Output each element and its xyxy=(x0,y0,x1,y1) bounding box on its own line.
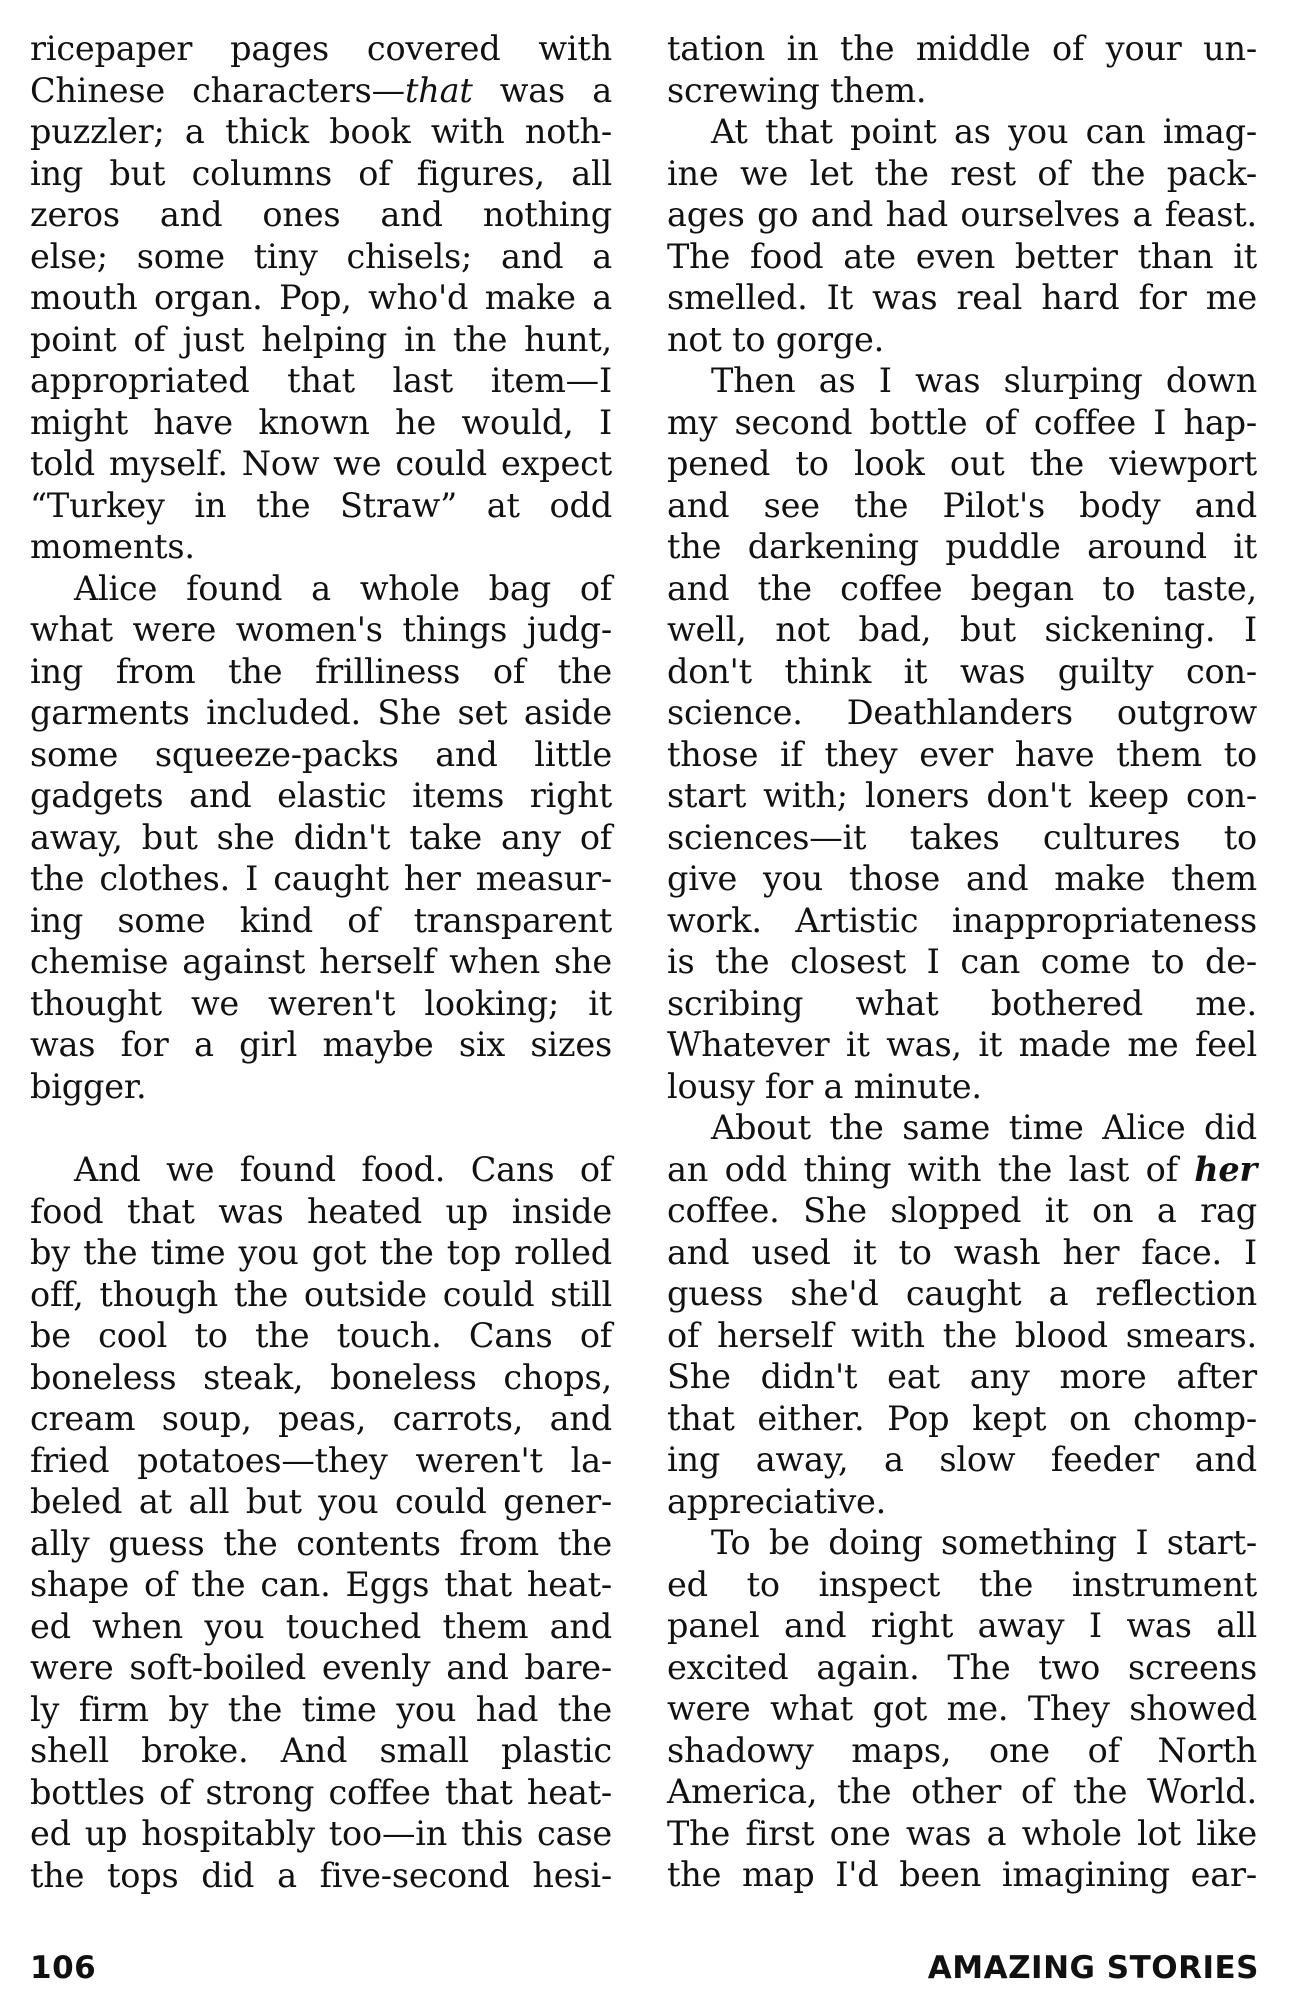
text-line: don't think it was guilty con- xyxy=(667,651,1257,691)
text-line: and see the Pilot's body and xyxy=(667,485,1257,525)
text-line: ing some kind of transparent xyxy=(30,900,612,940)
text-line: that either. Pop kept on chomp- xyxy=(667,1398,1257,1438)
text-line xyxy=(30,70,612,112)
paragraph xyxy=(667,360,1257,1107)
right-column xyxy=(667,28,1257,1896)
text-line: by the time you got the top rolled xyxy=(30,1233,612,1272)
text-line: those if they ever have them to xyxy=(667,734,1257,774)
text-line: coffee. She slopped it on a rag xyxy=(667,1191,1257,1230)
text-line: mouth organ. Pop, who'd make a xyxy=(30,278,612,317)
text-line: and the coffee began to taste, xyxy=(667,568,1257,608)
text-line: shell broke. And small plastic xyxy=(30,1731,612,1770)
text-line: give you those and make them xyxy=(667,859,1257,898)
text-line: and used it to wash her face. I xyxy=(667,1232,1257,1272)
text-line: cream soup, peas, carrots, and xyxy=(30,1399,612,1438)
text-line: About the same time Alice did xyxy=(711,1108,1257,1147)
text-line: puzzler; a thick book with noth- xyxy=(30,112,612,151)
text-span: an odd thing with the last of xyxy=(667,1149,1195,1189)
text-line: At that point as you can imag- xyxy=(711,112,1257,151)
text-line: bigger. xyxy=(30,1066,147,1106)
paragraph xyxy=(30,568,612,1108)
text-line: She didn't eat any more after xyxy=(667,1357,1257,1396)
text-line: the clothes. I caught her measur- xyxy=(30,859,612,898)
text-line: the darkening puddle around it xyxy=(667,527,1257,566)
text-line: excited again. The two screens xyxy=(667,1647,1257,1687)
text-line: The first one was a whole lot like xyxy=(667,1813,1257,1853)
italic-text: her xyxy=(1194,1149,1257,1189)
text-line: screwing them. xyxy=(667,70,927,110)
italic-text: that xyxy=(404,70,473,110)
paragraph xyxy=(30,1149,612,1896)
paragraph xyxy=(667,111,1257,360)
text-line: ed up hospitably too—in this case xyxy=(30,1814,612,1853)
text-line: smelled. It was real hard for me xyxy=(667,278,1257,317)
text-line: guess she'd caught a reflection xyxy=(667,1274,1257,1313)
text-line: moments. xyxy=(30,527,195,566)
text-line: beled at all but you could gener- xyxy=(30,1482,612,1521)
text-line: ing from the frilliness of the xyxy=(30,651,612,691)
text-line: is the closest I can come to de- xyxy=(667,942,1257,981)
text-line: ed to inspect the instrument xyxy=(667,1564,1257,1604)
text-line: my second bottle of coffee I hap- xyxy=(667,402,1257,442)
text-line: bottles of strong coffee that heat- xyxy=(30,1772,612,1812)
text-line: off, though the outside could still xyxy=(30,1274,612,1314)
text-line: were what got me. They showed xyxy=(667,1689,1257,1728)
text-line: science. Deathlanders outgrow xyxy=(667,693,1257,732)
text-line: the tops did a five-second hesi- xyxy=(30,1855,612,1895)
text-line: what were women's things judg- xyxy=(30,610,612,649)
text-line: sciences—it takes cultures to xyxy=(667,817,1257,857)
text-line: Alice found a whole bag of xyxy=(74,568,612,608)
text-line: ly firm by the time you had the xyxy=(30,1689,612,1729)
text-line: shadowy maps, one of North xyxy=(667,1730,1257,1770)
text-line: tation in the middle of your un- xyxy=(667,29,1257,68)
text-line: well, not bad, but sickening. I xyxy=(667,610,1257,649)
text-span: Chinese characters— xyxy=(30,70,405,110)
text-line: away, but she didn't take any of xyxy=(30,817,612,857)
paragraph xyxy=(30,28,612,568)
text-line: gadgets and elastic items right xyxy=(30,776,612,815)
text-line: Whatever it was, it made me feel xyxy=(667,1025,1257,1064)
text-line: appropriated that last item—I xyxy=(30,361,612,400)
text-line: was for a girl maybe six sizes xyxy=(30,1025,612,1064)
text-line: ed when you touched them and xyxy=(30,1606,612,1646)
text-span: was a xyxy=(472,70,612,110)
text-line: And we found food. Cans of xyxy=(74,1150,612,1189)
text-line: pened to look out the viewport xyxy=(667,444,1257,483)
paragraph xyxy=(667,1522,1257,1896)
text-line: panel and right away I was all xyxy=(667,1606,1257,1645)
text-line: ricepaper pages covered with xyxy=(30,29,612,68)
text-line: fried potatoes—they weren't la- xyxy=(30,1440,612,1480)
text-line: The food ate even better than it xyxy=(667,236,1257,276)
text-line: ing but columns of figures, all xyxy=(30,153,612,193)
paragraph xyxy=(667,1107,1257,1522)
text-line: not to gorge. xyxy=(667,319,885,359)
text-line: ally guess the contents from the xyxy=(30,1523,612,1563)
text-line: ages go and had ourselves a feast. xyxy=(667,195,1257,234)
text-line: America, the other of the World. xyxy=(667,1772,1257,1811)
text-line: were soft-boiled evenly and bare- xyxy=(30,1648,612,1687)
magazine-title: AMAZING STORIES xyxy=(927,1950,1259,1986)
text-line: of herself with the blood smears. xyxy=(667,1315,1257,1355)
text-line: lousy for a minute. xyxy=(667,1066,982,1106)
text-line: garments included. She set aside xyxy=(30,693,612,732)
text-line: scribing what bothered me. xyxy=(667,983,1257,1023)
text-line: “Turkey in the Straw” at odd xyxy=(30,485,612,525)
text-line: shape of the can. Eggs that heat- xyxy=(30,1565,612,1604)
text-line: To be doing something I start- xyxy=(711,1523,1257,1562)
text-line: the map I'd been imagining ear- xyxy=(667,1855,1257,1894)
text-line: be cool to the touch. Cans of xyxy=(30,1316,612,1355)
text-line: appreciative. xyxy=(667,1481,887,1521)
text-line: ing away, a slow feeder and xyxy=(667,1440,1257,1479)
text-line: chemise against herself when she xyxy=(30,942,612,981)
text-line: Then as I was slurping down xyxy=(711,361,1257,400)
text-line xyxy=(667,1149,1257,1191)
text-line: food that was heated up inside xyxy=(30,1191,612,1231)
text-line: some squeeze-packs and little xyxy=(30,734,612,774)
left-column xyxy=(30,28,612,1896)
text-line: start with; loners don't keep con- xyxy=(667,776,1257,815)
text-line: point of just helping in the hunt, xyxy=(30,319,612,359)
text-line: told myself. Now we could expect xyxy=(30,444,612,483)
section-break xyxy=(30,1107,612,1149)
text-line: thought we weren't looking; it xyxy=(30,983,612,1023)
page-number: 106 xyxy=(30,1950,97,1986)
text-line: boneless steak, boneless chops, xyxy=(30,1357,612,1397)
text-line: ine we let the rest of the pack- xyxy=(667,153,1257,193)
text-line: might have known he would, I xyxy=(30,402,612,442)
paragraph xyxy=(667,28,1257,111)
text-line: else; some tiny chisels; and a xyxy=(30,236,612,276)
text-line: zeros and ones and nothing xyxy=(30,195,612,234)
text-line: work. Artistic inappropriateness xyxy=(667,900,1257,940)
